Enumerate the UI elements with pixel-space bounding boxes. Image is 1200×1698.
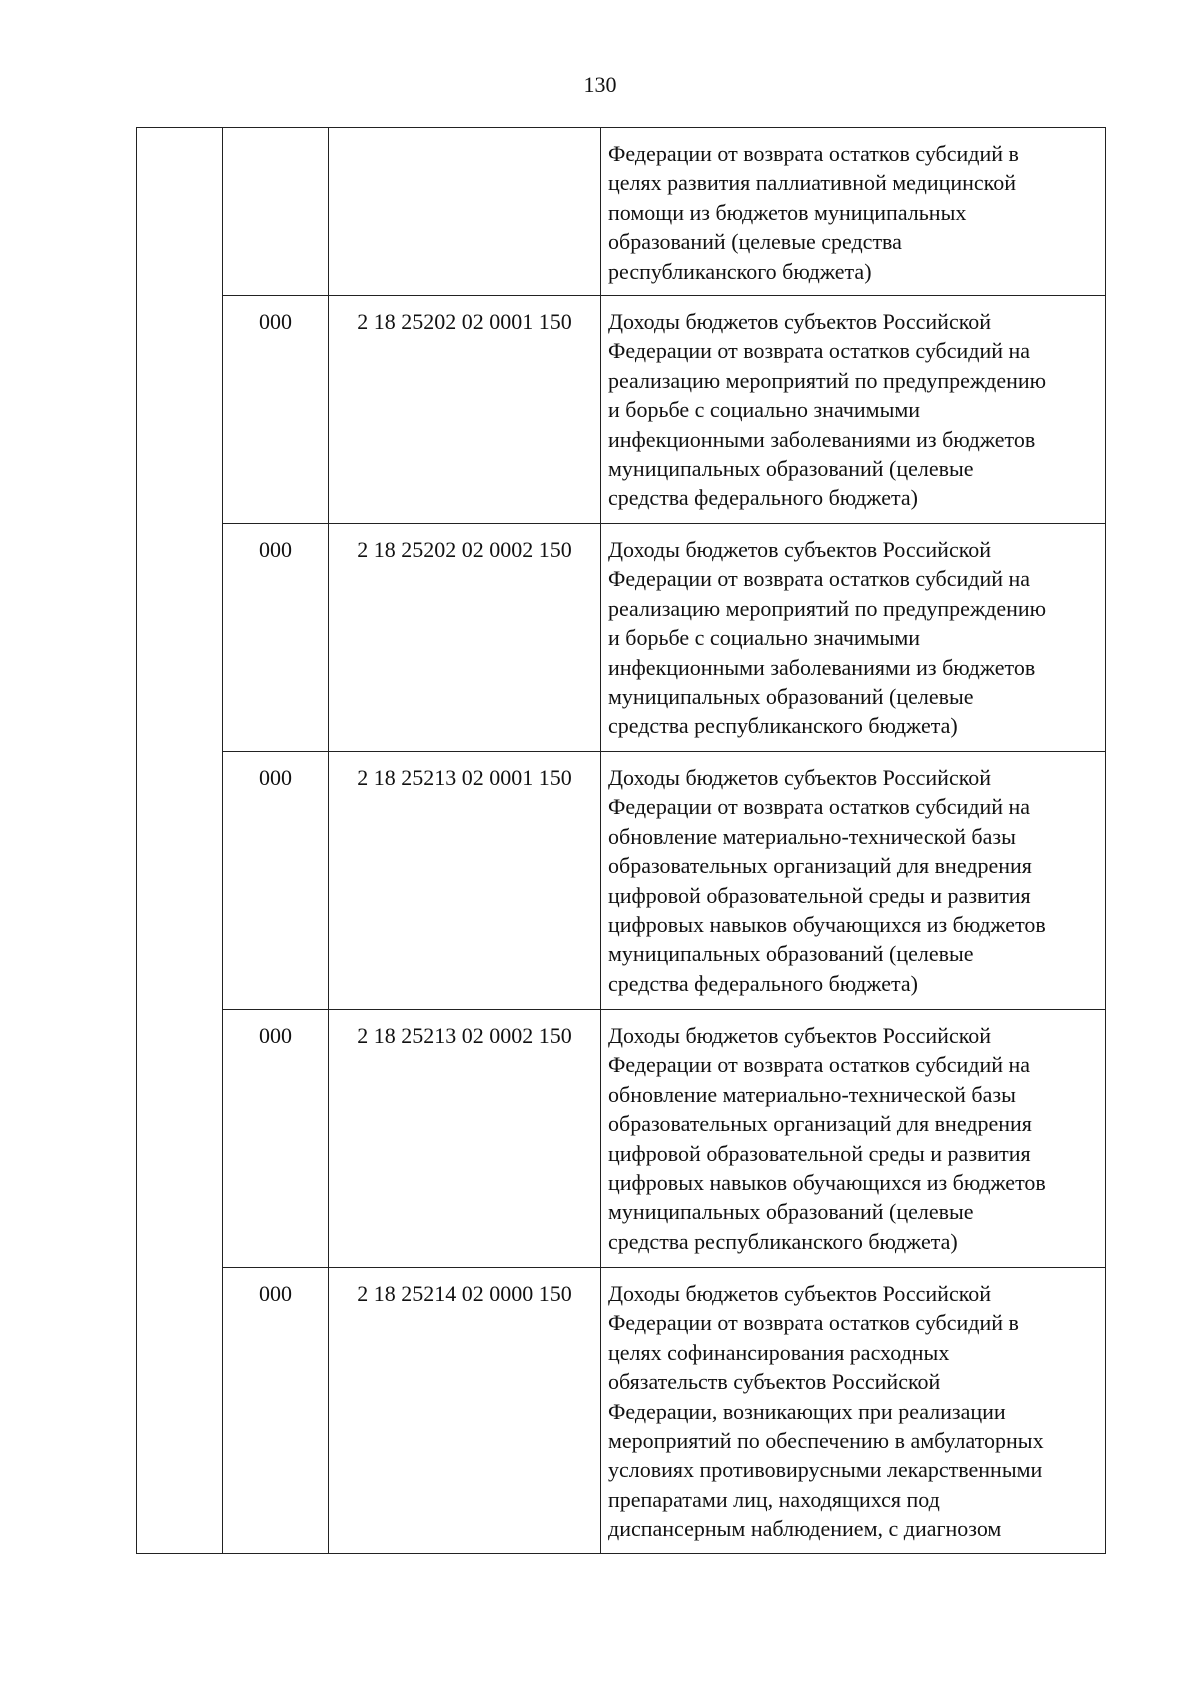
budget-code-cell: 2 18 25213 02 0002 150 [329, 1010, 601, 1268]
description-line: цифровой образовательной среды и развития [608, 882, 1031, 908]
description-line: диспансерным наблюдением, с диагнозом [608, 1516, 1002, 1542]
budget-code-cell: 2 18 25202 02 0001 150 [329, 296, 601, 524]
budget-code-cell: 2 18 25202 02 0002 150 [329, 524, 601, 752]
description-line: образовательных организаций для внедрения [608, 853, 1032, 879]
description-line: мероприятий по обеспечению в амбулаторных [608, 1428, 1044, 1454]
description-line: Доходы бюджетов субъектов Российской [608, 537, 992, 562]
description-line: Федерации от возврата остатков субсидий на [608, 566, 1031, 592]
description-line: средства республиканского бюджета) [608, 713, 958, 739]
budget-code-cell [329, 128, 601, 296]
description-line: и борьбе с социально значимыми [608, 625, 921, 651]
description-line: Федерации от возврата остатков субсидий на [608, 1052, 1031, 1078]
description-line: Федерации от возврата остатков субсидий в [608, 1310, 1019, 1336]
blank-column-cell [137, 128, 223, 1554]
description-line: Доходы бюджетов субъектов Российской [608, 309, 992, 334]
description-line: цифровых навыков обучающихся из бюджетов [608, 1170, 1046, 1196]
description-line: Доходы бюджетов субъектов Российской [608, 765, 992, 790]
description-cell [601, 752, 1106, 1010]
description-line: и борьбе с социально значимыми [608, 397, 921, 423]
description-line: обязательств субъектов Российской [608, 1369, 941, 1395]
description-line: образований (целевые средства [608, 229, 902, 255]
description-line: помощи из бюджетов муниципальных [608, 199, 967, 225]
admin-code-cell: 000 [223, 752, 329, 1010]
description-line: Доходы бюджетов субъектов Российской [608, 1281, 992, 1306]
description-line: препаратами лиц, находящихся под [608, 1486, 940, 1512]
description-cell [601, 296, 1106, 524]
description-line: муниципальных образований (целевые [608, 684, 974, 710]
description-line: обновление материально-технической базы [608, 1081, 1016, 1107]
description-line: муниципальных образований (целевые [608, 941, 974, 967]
admin-code-cell: 000 [223, 296, 329, 524]
admin-code-cell: 000 [223, 1010, 329, 1268]
admin-code-cell: 000 [223, 524, 329, 752]
description-line: обновление материально-технической базы [608, 823, 1016, 849]
description-line: цифровой образовательной среды и развития [608, 1140, 1031, 1166]
table-row [137, 1010, 1106, 1268]
description-line: условиях противовирусными лекарственными [608, 1457, 1043, 1483]
description-line: муниципальных образований (целевые [608, 1199, 974, 1225]
description-line: Федерации от возврата остатков субсидий в [608, 141, 1019, 166]
description-cell [601, 1268, 1106, 1554]
table-row [137, 1268, 1106, 1554]
table-row [137, 296, 1106, 524]
description-line: инфекционными заболеваниями из бюджетов [608, 426, 1036, 452]
budget-revenue-table [136, 127, 1106, 1554]
description-line: муниципальных образований (целевые [608, 456, 974, 482]
budget-code-cell: 2 18 25213 02 0001 150 [329, 752, 601, 1010]
description-line: реализацию мероприятий по предупреждению [608, 595, 1047, 621]
table-row [137, 524, 1106, 752]
description-line: Федерации от возврата остатков субсидий на [608, 794, 1031, 820]
admin-code-cell: 000 [223, 1268, 329, 1554]
description-line: средства республиканского бюджета) [608, 1228, 958, 1254]
table-body [137, 128, 1106, 1554]
description-line: реализацию мероприятий по предупреждению [608, 367, 1047, 393]
table-row [137, 128, 1106, 296]
description-line: республиканского бюджета) [608, 258, 872, 284]
description-line: целях развития паллиативной медицинской [608, 170, 1017, 196]
description-line: средства федерального бюджета) [608, 970, 918, 996]
description-cell [601, 128, 1106, 296]
admin-code-cell [223, 128, 329, 296]
table-row [137, 752, 1106, 1010]
description-line: Доходы бюджетов субъектов Российской [608, 1023, 992, 1048]
description-line: Федерации от возврата остатков субсидий на [608, 338, 1031, 364]
page-number: 130 [583, 72, 617, 97]
description-line: Федерации, возникающих при реализации [608, 1398, 1006, 1424]
description-cell [601, 1010, 1106, 1268]
description-cell [601, 524, 1106, 752]
description-line: образовательных организаций для внедрения [608, 1111, 1032, 1137]
budget-code-cell: 2 18 25214 02 0000 150 [329, 1268, 601, 1554]
description-line: инфекционными заболеваниями из бюджетов [608, 654, 1036, 680]
description-line: цифровых навыков обучающихся из бюджетов [608, 912, 1046, 938]
description-line: средства федерального бюджета) [608, 485, 918, 511]
description-line: целях софинансирования расходных [608, 1339, 950, 1365]
